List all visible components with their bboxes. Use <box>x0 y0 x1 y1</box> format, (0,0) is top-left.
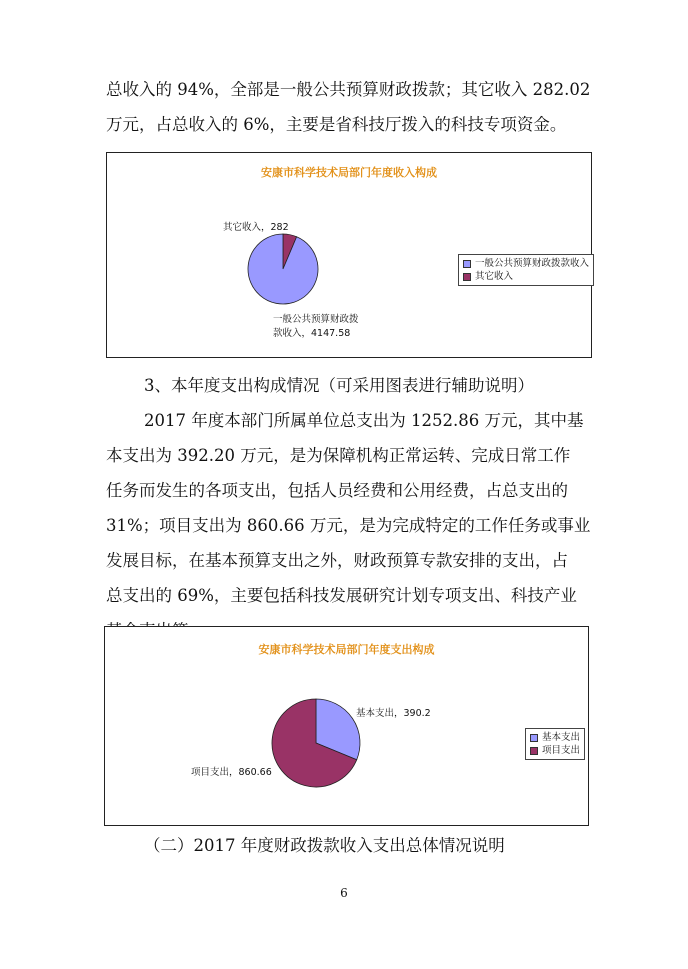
text-line: 31%；项目支出为 860.66 万元，是为完成特定的工作任务或事业 <box>106 516 591 535</box>
intro-paragraph <box>106 72 591 142</box>
data-label-project-expense: 项目支出，860.66 <box>191 767 272 778</box>
chart-title: 安康市科学技术局部门年度收入构成 <box>261 166 437 179</box>
heading-text: （二）2017 年度财政拨款收入支出总体情况说明 <box>144 836 505 855</box>
pie-slice-budget-income <box>248 234 318 304</box>
legend-label: 一般公共预算财政拨款收入 <box>475 258 590 269</box>
legend-label: 其它收入 <box>475 271 514 282</box>
income-chart <box>106 152 592 358</box>
text-line: 总收入的 94%，全部是一般公共预算财政拨款；其它收入 282.02 <box>106 80 591 99</box>
expenditure-pie <box>105 627 588 825</box>
data-label-basic-expense: 基本支出，390.2 <box>356 708 431 719</box>
legend-item <box>530 731 580 744</box>
chart-title: 安康市科学技术局部门年度支出构成 <box>258 643 435 656</box>
chart-legend <box>525 728 585 760</box>
data-label-other-income: 其它收入，282 <box>223 222 289 233</box>
text-line: 本支出为 392.20 万元，是为保障机构正常运转、完成日常工作 <box>106 446 571 465</box>
text-line: 2017 年度本部门所属单位总支出为 1252.86 万元，其中基 <box>144 411 584 430</box>
legend-swatch <box>463 260 471 268</box>
text-line: 总支出的 69%，主要包括科技发展研究计划专项支出、科技产业 <box>106 586 577 605</box>
data-label-budget-income: 一般公共预算财政拨 款收入，4147.58 <box>273 314 359 339</box>
section-2-heading <box>106 828 586 863</box>
legend-item <box>463 257 589 270</box>
text-line: 发展目标，在基本预算支出之外，财政预算专款安排的支出，占 <box>106 551 568 570</box>
chart-legend <box>458 254 594 286</box>
expenditure-chart <box>104 626 589 826</box>
legend-label: 基本支出 <box>542 732 581 743</box>
section-3-paragraph <box>106 403 591 648</box>
page-number: 6 <box>340 886 348 900</box>
legend-label: 项目支出 <box>542 745 581 756</box>
legend-swatch <box>530 747 538 755</box>
legend-item <box>463 270 589 283</box>
section-3-heading <box>106 368 586 403</box>
legend-swatch <box>463 273 471 281</box>
legend-item <box>530 744 580 757</box>
text-line: 万元，占总收入的 6%，主要是省科技厅拨入的科技专项资金。 <box>106 115 567 134</box>
heading-text: 3、本年度支出构成情况（可采用图表进行辅助说明） <box>144 376 534 395</box>
text-line: 任务而发生的各项支出，包括人员经费和公用经费，占总支出的 <box>106 481 568 500</box>
legend-swatch <box>530 734 538 742</box>
